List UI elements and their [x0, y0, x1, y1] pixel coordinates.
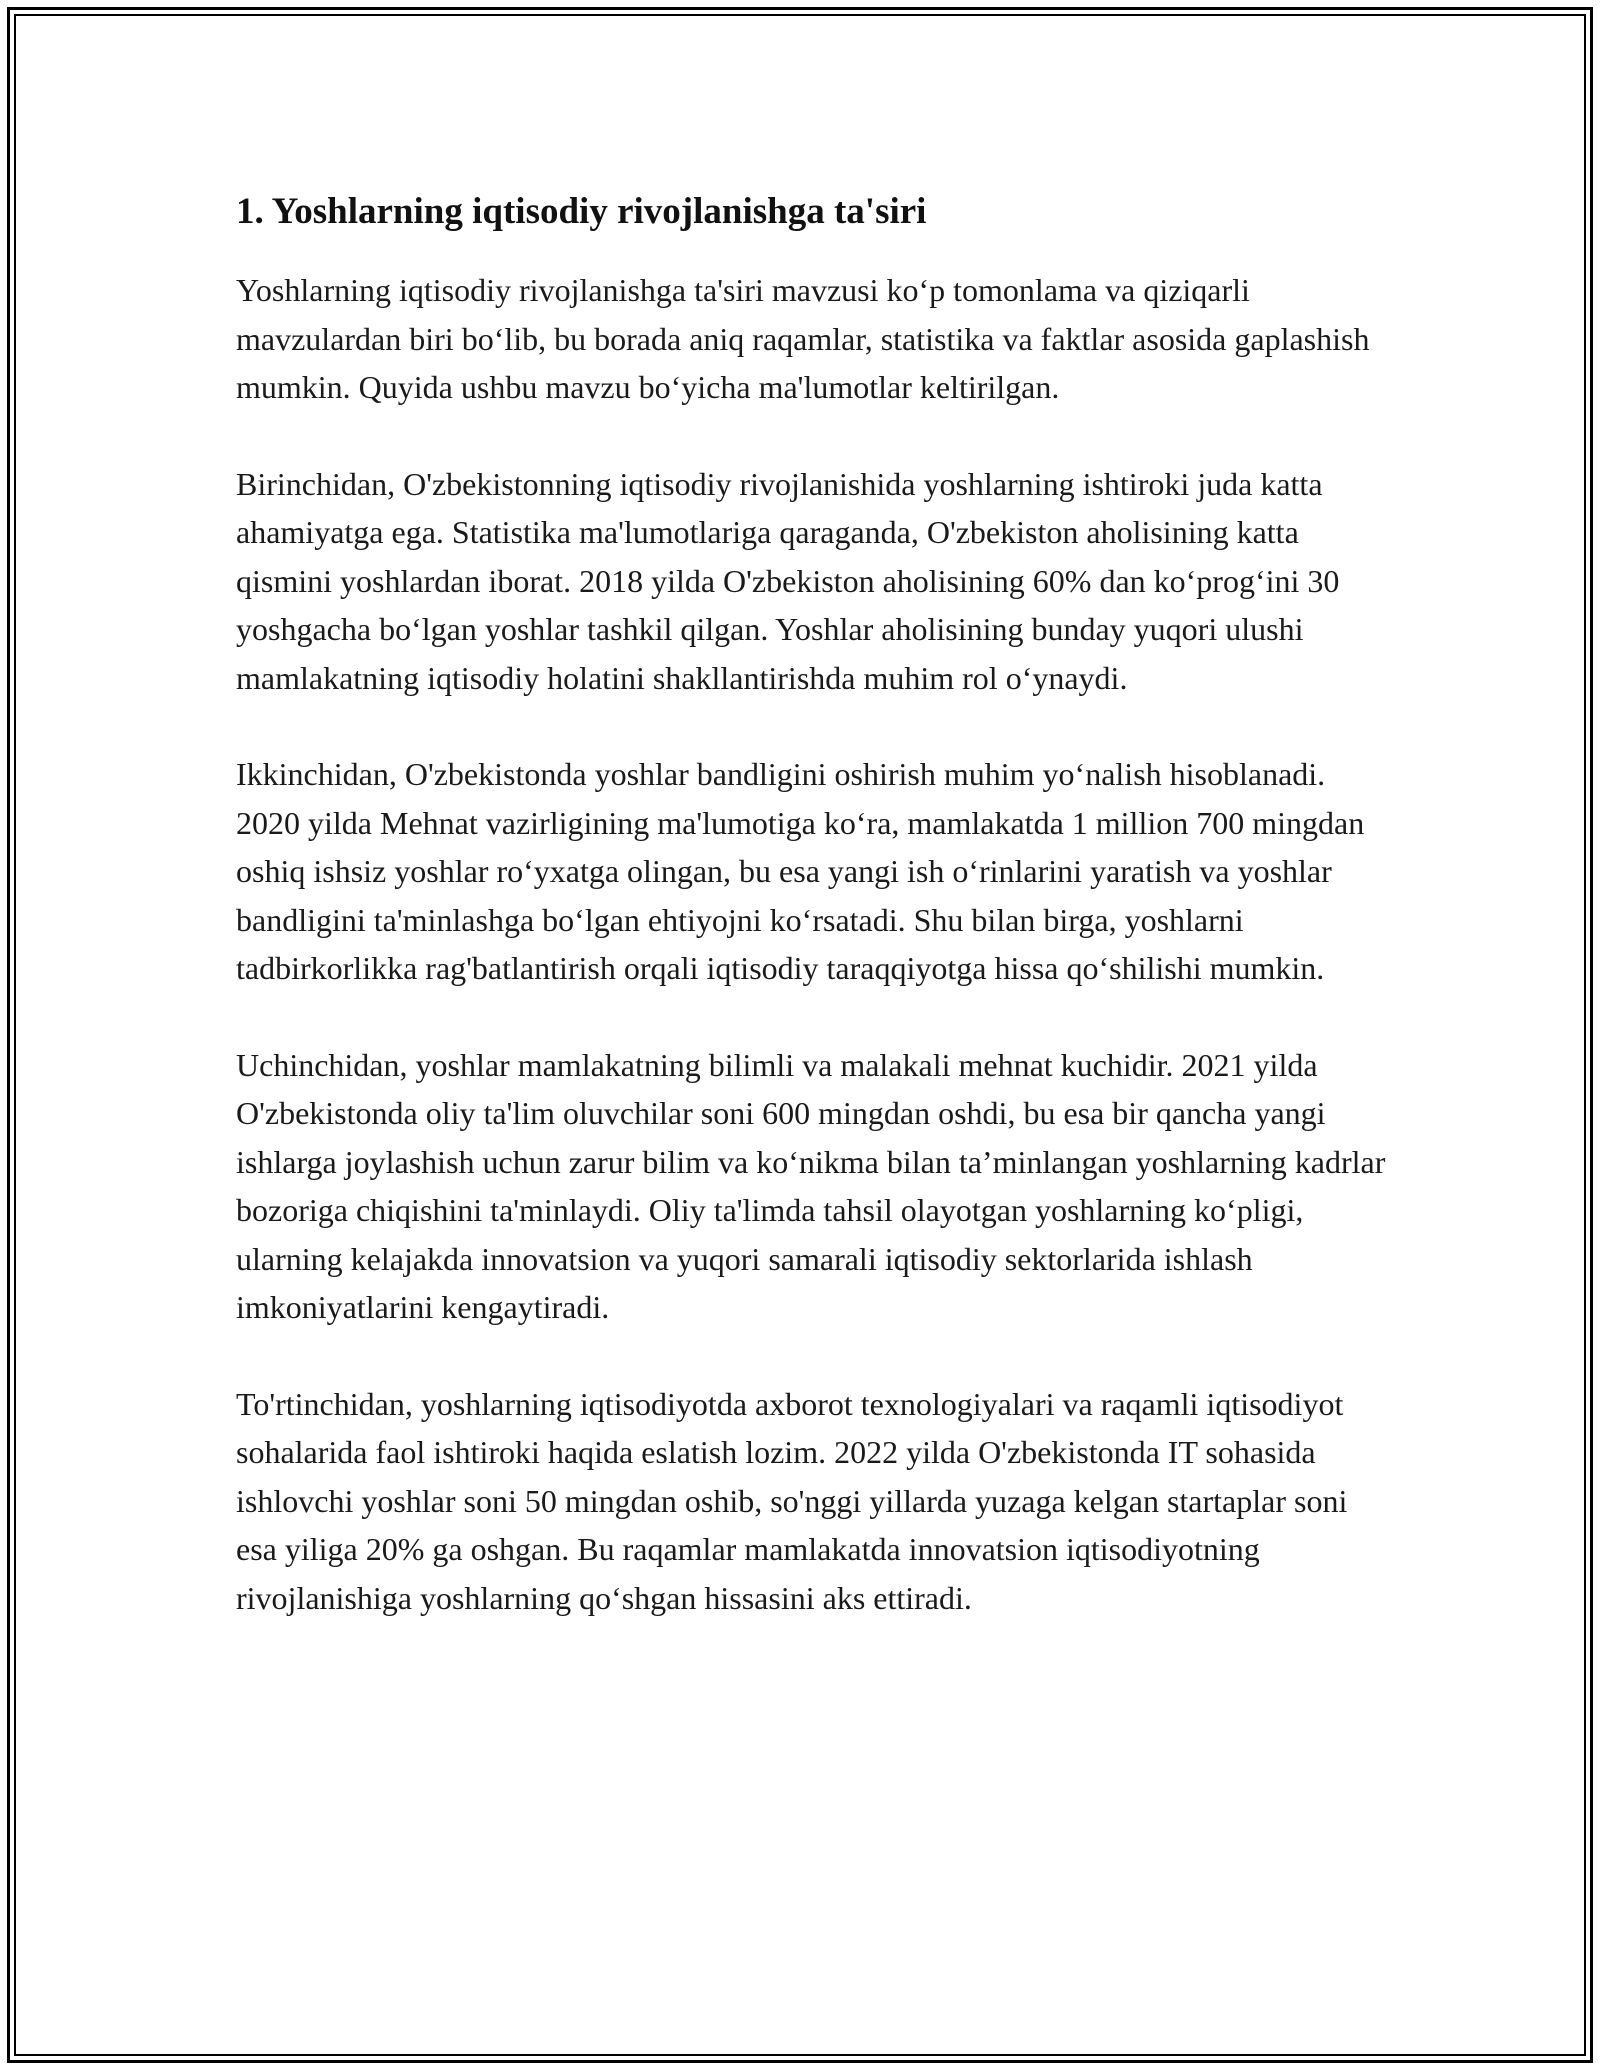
- document-body: [236, 186, 1386, 1670]
- paragraph-first: Birinchidan, O'zbekistonning iqtisodiy rivojlanishida yoshlarning ishtiroki juda katta ahamiyatga ega. Statistika ma'lumotlariga qaraganda, O'zbekiston aholisining katta qismini yoshlardan iborat. 2018 yilda O'zbekiston aholisining 60% dan ko‘prog‘ini 30 yoshgacha bo‘lgan yoshlar tashkil qilgan. Yoshlar aholisining bunday yuqori ulushi mamlakatning iqtisodiy holatini shakllantirishda muhim rol o‘ynaydi.: [236, 465, 1340, 696]
- paragraph-intro: Yoshlarning iqtisodiy rivojlanishga ta'siri mavzusi ko‘p tomonlama va qiziqarli mavzulardan biri bo‘lib, bu borada aniq raqamlar, statistika va faktlar asosida gaplashish mumkin. Quyida ushbu mavzu bo‘yicha ma'lumotlar keltirilgan.: [236, 272, 1370, 405]
- paragraph-fourth: To'rtinchidan, yoshlarning iqtisodiyotda axborot texnologiyalari va raqamli iqtisodiyot sohalarida faol ishtiroki haqida eslatish lozim. 2022 yilda O'zbekistonda IT sohasida ishlovchi yoshlar soni 50 mingdan oshib, so'nggi yillarda yuzaga kelgan startaplar soni esa yiliga 20% ga oshgan. Bu raqamlar mamlakatda innovatsion iqtisodiyotning rivojlanishiga yoshlarning qo‘shgan hissasini aks ettiradi.: [236, 1385, 1348, 1616]
- paragraph-second: Ikkinchidan, O'zbekistonda yoshlar bandligini oshirish muhim yo‘nalish hisoblanadi. 2020 yilda Mehnat vazirligining ma'lumotiga ko‘ra, mamlakatda 1 million 700 mingdan oshiq ishsiz yoshlar ro‘yxatga olingan, bu esa yangi ish o‘rinlarini yaratish va yoshlar bandligini ta'minlashga bo‘lgan ehtiyojni ko‘rsatadi. Shu bilan birga, yoshlarni tadbirkorlikka rag'batlantirish orqali iqtisodiy taraqqiyotga hissa qo‘shilishi mumkin.: [236, 756, 1365, 986]
- section-heading: 1. Yoshlarning iqtisodiy rivojlanishga ta'siri: [236, 191, 927, 232]
- paragraph-third: Uchinchidan, yoshlar mamlakatning bilimli va malakali mehnat kuchidir. 2021 yilda O'zbekistonda oliy ta'lim oluvchilar soni 600 mingdan oshdi, bu esa bir qancha yangi ishlarga joylashish uchun zarur bilim va ko‘nikma bilan ta’minlangan yoshlarning kadrlar bozoriga chiqishini ta'minlaydi. Oliy ta'limda tahsil olayotgan yoshlarning ko‘pligi, ularning kelajakda innovatsion va yuqori samarali iqtisodiy sektorlarida ishlash imkoniyatlarini kengaytiradi.: [236, 1046, 1386, 1325]
